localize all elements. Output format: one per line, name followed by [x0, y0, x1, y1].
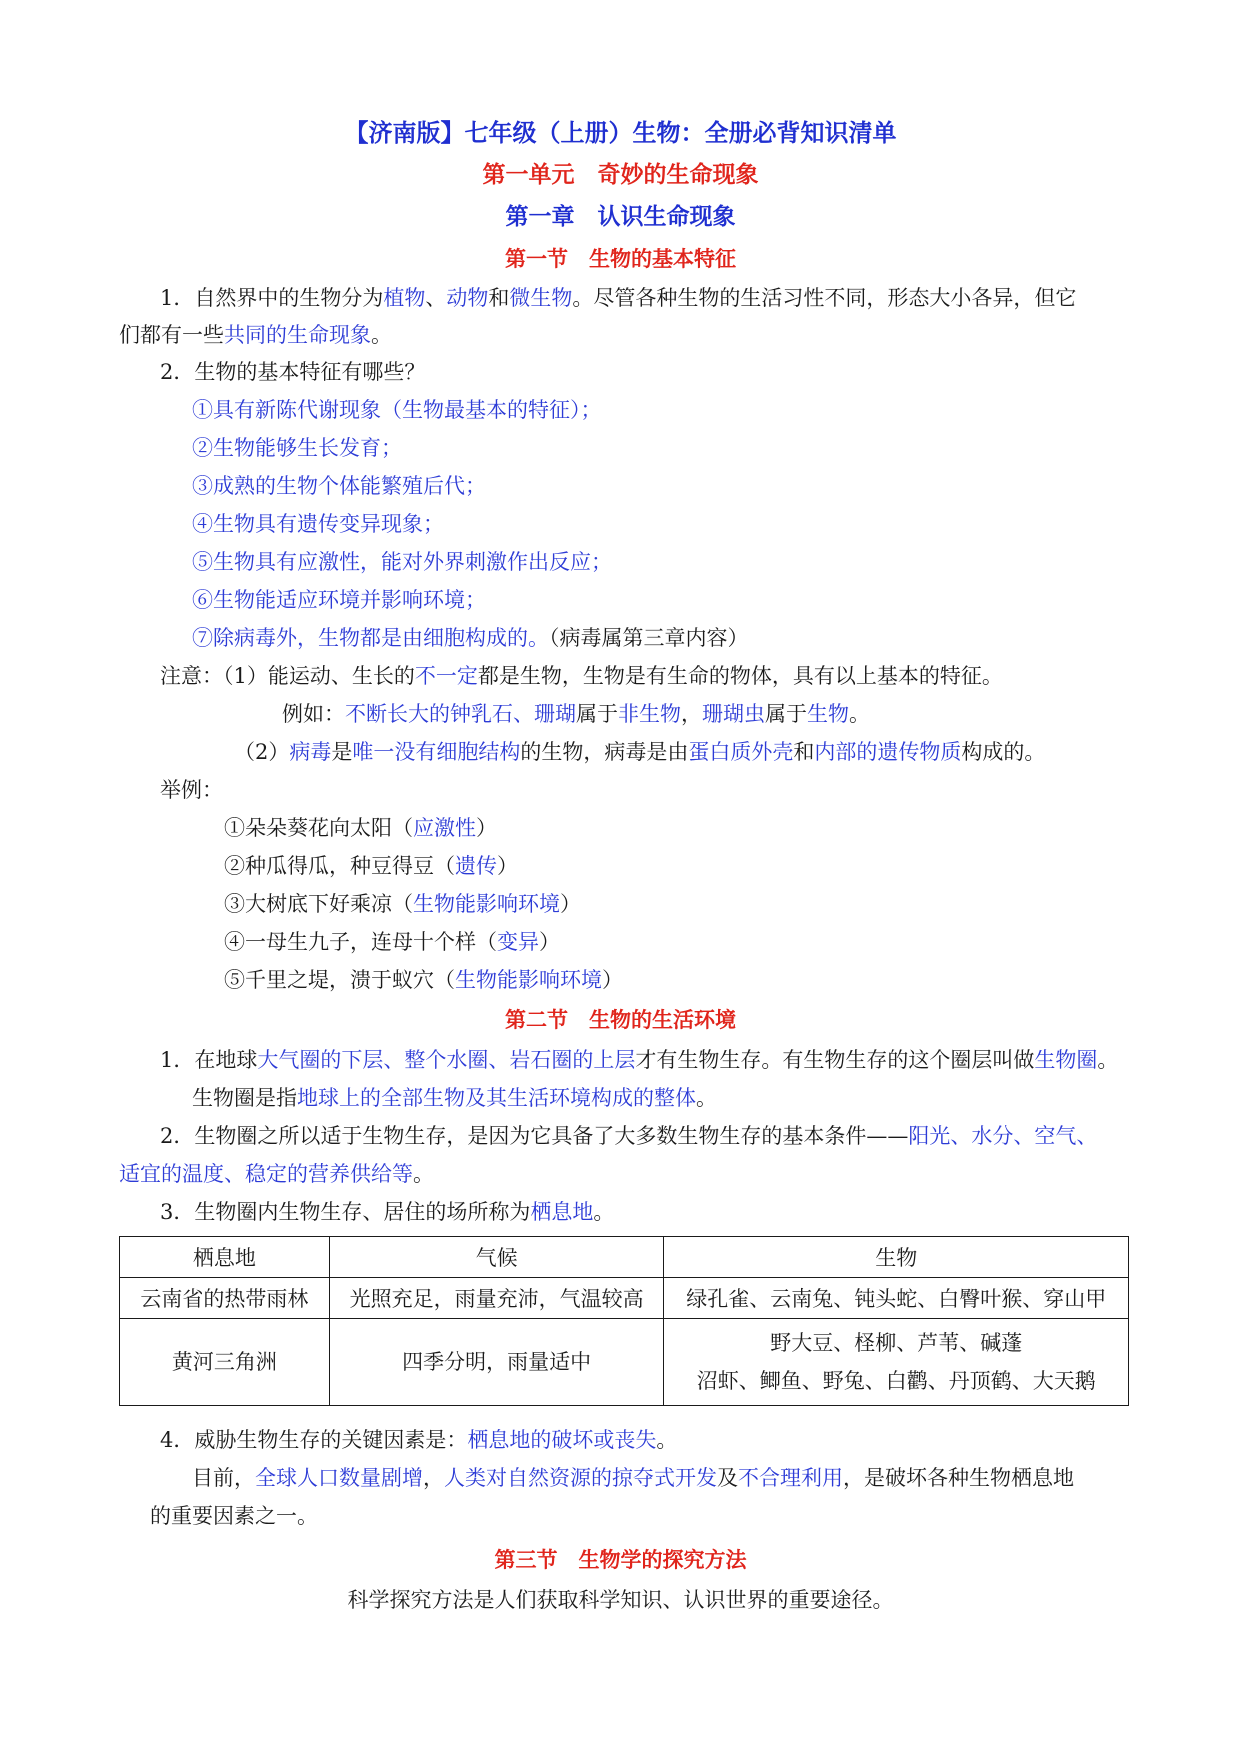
note-2: （2）病毒是唯一没有细胞结构的生物，病毒是由蛋白质外壳和内部的遗传物质构成的。 [234, 740, 1046, 764]
example-item: ②种瓜得瓜，种豆得豆（遗传） [224, 854, 518, 878]
note-1: 注意：（1）能运动、生长的不一定都是生物，生物是有生命的物体，具有以上基本的特征。 [160, 664, 1003, 688]
unit-heading: 第一单元 奇妙的生命现象 [482, 161, 759, 188]
table-cell: 黄河三角洲 [120, 1319, 330, 1406]
examples-label: 举例： [160, 778, 223, 802]
feature-item: ⑦除病毒外，生物都是由细胞构成的。（病毒属第三章内容） [192, 626, 749, 650]
table-header-row [120, 1237, 1129, 1278]
table-cell: 四季分明，雨量适中 [329, 1319, 664, 1406]
s3-paragraph-1: 科学探究方法是人们获取科学知识、认识世界的重要途径。 [347, 1588, 894, 1612]
table-row [120, 1319, 1129, 1406]
feature-item: ③成熟的生物个体能繁殖后代； [192, 474, 486, 498]
s2-paragraph-5a: 目前，全球人口数量剧增，人类对自然资源的掠夺式开发及不合理利用，是破坏各种生物栖息地 [192, 1466, 1074, 1490]
table-row [120, 1278, 1129, 1319]
section1-heading: 第一节 生物的基本特征 [505, 246, 736, 271]
table-cell [664, 1319, 1129, 1406]
section3-heading: 第三节 生物学的探究方法 [494, 1547, 747, 1572]
feature-item: ②生物能够生长发育； [192, 436, 402, 460]
example-item: ①朵朵葵花向太阳（应激性） [224, 816, 497, 840]
s1-paragraph-1a: 1．自然界中的生物分为植物、动物和微生物。尽管各种生物的生活习性不同，形态大小各异，但它 [160, 286, 1077, 310]
example-item: ③大树底下好乘凉（生物能影响环境） [224, 892, 581, 916]
table-header-cell: 生物 [664, 1237, 1129, 1278]
s2-paragraph-3: 3．生物圈内生物生存、居住的场所称为栖息地。 [160, 1200, 615, 1224]
table-header-cell: 栖息地 [120, 1237, 330, 1278]
s2-paragraph-5b: 的重要因素之一。 [150, 1504, 318, 1528]
feature-item: ⑤生物具有应激性，能对外界刺激作出反应； [192, 550, 612, 574]
s1-paragraph-1b: 们都有一些共同的生命现象。 [119, 323, 392, 347]
s2-paragraph-2b: 适宜的温度、稳定的营养供给等。 [119, 1162, 434, 1186]
chapter-heading: 第一章 认识生命现象 [505, 203, 736, 230]
example-item: ⑤千里之堤，溃于蚁穴（生物能影响环境） [224, 968, 623, 992]
table-cell-line: 沼虾、鲫鱼、野兔、白鹳、丹顶鹤、大天鹅 [696, 1369, 1096, 1393]
s2-paragraph-1: 1．在地球大气圈的下层、整个水圈、岩石圈的上层才有生物生存。有生物生存的这个圈层叫做生物圈。 [160, 1048, 1119, 1072]
feature-item: ④生物具有遗传变异现象； [192, 512, 444, 536]
habitat-table [119, 1236, 1129, 1406]
s1-paragraph-2: 2．生物的基本特征有哪些？ [160, 360, 426, 384]
s2-paragraph-2a: 2．生物圈之所以适于生物生存，是因为它具备了大多数生物生存的基本条件——阳光、水分、空气、 [160, 1124, 1098, 1148]
feature-item: ①具有新陈代谢现象（生物最基本的特征）； [192, 398, 602, 422]
s2-paragraph-1b: 生物圈是指地球上的全部生物及其生活环境构成的整体。 [192, 1086, 717, 1110]
feature-item: ⑥生物能适应环境并影响环境； [192, 588, 486, 612]
table-cell-line: 野大豆、柽柳、芦苇、碱蓬 [770, 1331, 1023, 1355]
note-1-example: 例如：不断长大的钟乳石、珊瑚属于非生物，珊瑚虫属于生物。 [282, 702, 870, 726]
example-item: ④一母生九子，连母十个样（变异） [224, 930, 560, 954]
s2-paragraph-4: 4．威胁生物生存的关键因素是：栖息地的破坏或丧失。 [160, 1428, 678, 1452]
table-cell: 光照充足，雨量充沛，气温较高 [329, 1278, 664, 1319]
table-header-cell: 气候 [329, 1237, 664, 1278]
section2-heading: 第二节 生物的生活环境 [505, 1007, 736, 1032]
table-cell: 云南省的热带雨林 [120, 1278, 330, 1319]
table-cell: 绿孔雀、云南兔、钝头蛇、白臀叶猴、穿山甲 [664, 1278, 1129, 1319]
doc-title: 【济南版】七年级（上册）生物：全册必背知识清单 [344, 118, 897, 147]
